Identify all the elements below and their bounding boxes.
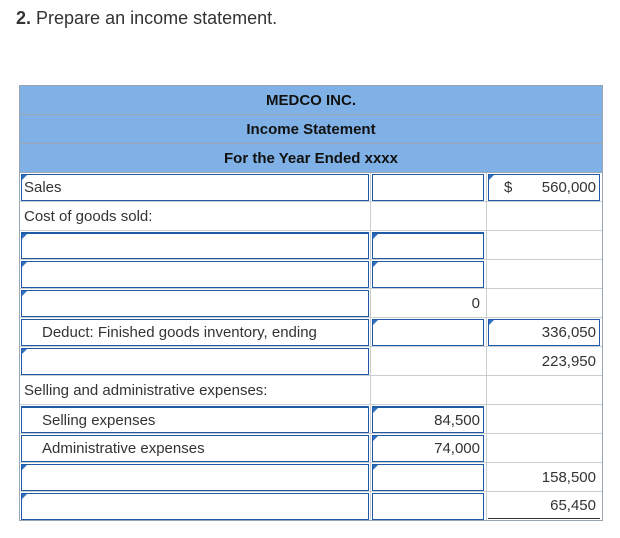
question-number: 2.: [16, 8, 32, 28]
final-underline: [488, 518, 600, 519]
sales-currency: $: [504, 179, 513, 196]
income-statement-table: [19, 85, 603, 521]
sales-label-field[interactable]: [21, 174, 369, 201]
final-label-field[interactable]: [21, 493, 369, 520]
dropdown-flag-icon: [373, 262, 378, 267]
deduct-label: Deduct: Finished goods inventory, ending: [42, 324, 317, 341]
gross-value: 223,950: [541, 353, 596, 370]
dropdown-flag-icon: [22, 465, 27, 470]
deduct-amount-field[interactable]: [372, 319, 484, 346]
total-expenses-value: 158,500: [541, 469, 596, 486]
final-middle-field[interactable]: [372, 493, 484, 520]
cogs-label: Cost of goods sold:: [24, 208, 153, 225]
statement-period-row: [20, 144, 602, 173]
dropdown-flag-icon: [489, 175, 494, 180]
cogs-subtotal-value: 0: [471, 295, 480, 312]
cogs-line-2-amount-field[interactable]: [372, 261, 484, 288]
question-text: Prepare an income statement.: [36, 8, 278, 28]
dropdown-flag-icon: [373, 465, 378, 470]
sales-middle-field[interactable]: [372, 174, 484, 201]
question-title: [16, 8, 277, 29]
sales-label: Sales: [24, 179, 62, 196]
gross-label-field[interactable]: [21, 348, 369, 375]
cogs-line-1-amount-field[interactable]: [372, 232, 484, 259]
dropdown-flag-icon: [373, 234, 378, 239]
admin-label: Administrative expenses: [42, 440, 205, 457]
final-value: 65,450: [550, 497, 596, 514]
company-name: MEDCO INC.: [266, 92, 356, 109]
cogs-line-1-label-field[interactable]: [21, 232, 369, 259]
dropdown-flag-icon: [22, 291, 27, 296]
company-name-row: [20, 86, 602, 115]
statement-period: For the Year Ended xxxx: [224, 150, 398, 167]
cogs-subtotal-label-field[interactable]: [21, 290, 369, 317]
dropdown-flag-icon: [373, 320, 378, 325]
statement-title: Income Statement: [246, 121, 376, 138]
cogs-line-2-label-field[interactable]: [21, 261, 369, 288]
total-expenses-label-field[interactable]: [21, 464, 369, 491]
statement-title-row: [20, 115, 602, 144]
sales-total-value: 560,000: [541, 179, 596, 196]
selling-admin-label: Selling and administrative expenses:: [24, 382, 268, 399]
cogs-total-value: 336,050: [541, 324, 596, 341]
total-expenses-middle-field[interactable]: [372, 464, 484, 491]
dropdown-flag-icon: [22, 494, 27, 499]
selling-value: 84,500: [434, 412, 480, 429]
selling-label: Selling expenses: [42, 412, 156, 429]
admin-value: 74,000: [434, 440, 480, 457]
dropdown-flag-icon: [22, 234, 27, 239]
dropdown-flag-icon: [22, 262, 27, 267]
dropdown-flag-icon: [22, 349, 27, 354]
